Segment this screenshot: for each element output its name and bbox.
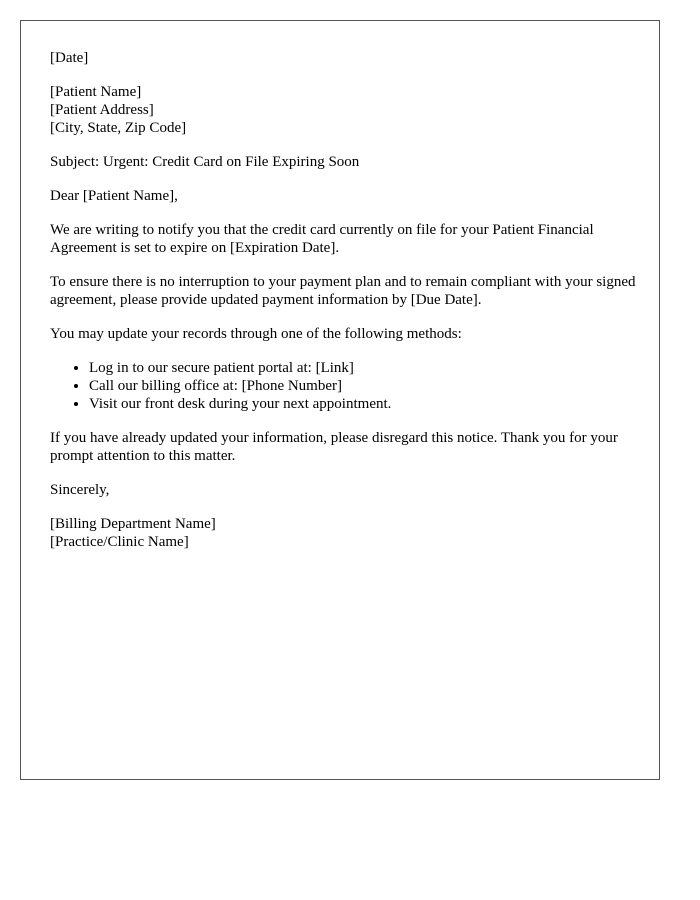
letter-body (50, 49, 640, 567)
list-item: • Log in to our secure patient portal at: [Link] (89, 359, 640, 377)
recipient-block (50, 83, 640, 137)
paragraph-expiration-notice: We are writing to notify you that the credit card currently on file for your Patient Financial Agreement is set to expire on [Expiration Date]. (50, 222, 594, 256)
recipient-address: [Patient Address] (50, 102, 154, 118)
letter-page (20, 20, 660, 780)
signature-practice: [Practice/Clinic Name] (50, 534, 189, 550)
recipient-name: [Patient Name] (50, 84, 142, 100)
list-item: • Visit our front desk during your next appointment. (89, 395, 640, 413)
signature-department: [Billing Department Name] (50, 516, 216, 532)
letter-subject: Subject: Urgent: Credit Card on File Expiring Soon (50, 154, 360, 170)
methods-intro: You may update your records through one of the following methods: (50, 326, 462, 342)
paragraph-update-request: To ensure there is no interruption to your payment plan and to remain compliant with your signed agreement, please provide updated payment information by [Due Date]. (50, 274, 636, 308)
signature-block (50, 515, 640, 551)
letter-salutation: Dear [Patient Name], (50, 188, 178, 204)
letter-date: [Date] (50, 50, 89, 66)
list-item: • Call our billing office at: [Phone Number] (89, 377, 640, 395)
recipient-city-state-zip: [City, State, Zip Code] (50, 120, 187, 136)
paragraph-disregard: If you have already updated your information, please disregard this notice. Thank you for your prompt attention to this matter. (50, 430, 618, 464)
letter-closing: Sincerely, (50, 482, 110, 498)
update-methods-list (50, 359, 640, 413)
